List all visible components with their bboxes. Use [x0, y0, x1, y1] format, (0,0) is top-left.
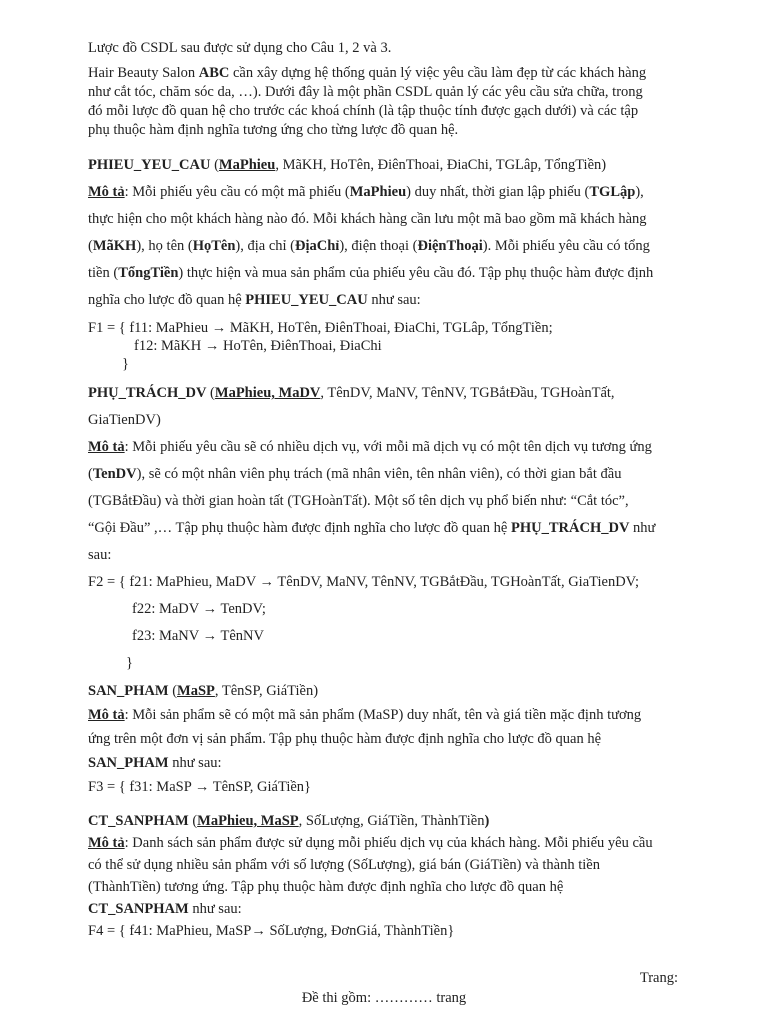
- fd-brace: }: [122, 356, 129, 372]
- description-line: [88, 179, 680, 206]
- schema-attributes: , MãKH, HoTên, ĐiênThoai, ĐiaChi, TGLâp, TổngTiền): [275, 157, 607, 173]
- description-bold: TổngTiền: [118, 265, 179, 281]
- description-line: (TGBắtĐầu) và thời gian hoàn tất (TGHoànTất). Một số tên dịch vụ phổ biến như: “Cắt tóc”,: [88, 493, 629, 509]
- description-line: (ThànhTiền) tương ứng. Tập phụ thuộc hàm được định nghĩa cho lược đồ quan hệ: [88, 879, 564, 895]
- description-bold: MaPhieu: [349, 184, 407, 200]
- fd-line: f23: MaNV → TênNV: [132, 628, 264, 644]
- schema-heading: [88, 380, 680, 407]
- schema-heading: [88, 152, 680, 179]
- schema-name: PHỤ_TRÁCH_DV: [88, 385, 207, 401]
- description-line: [88, 515, 680, 542]
- description-bold: ĐiệnThoại: [417, 238, 483, 254]
- intro-text: Lược đồ CSDL sau được sử dụng cho Câu 1, 2 và 3.: [88, 40, 392, 56]
- description-line: [88, 703, 680, 727]
- salon-line: đó mỗi lược đồ quan hệ cho trước các khoá chính (là tập thuộc tính được gạch dưới) và các tập: [88, 103, 639, 119]
- description-text: ), sẽ có một nhân viên phụ trách (mã nhân viên, tên nhân viên), có thời gian bắt đầu: [136, 466, 622, 482]
- fd-line: F1 = { f11: MaPhieu → MãKH, HoTên, ĐiênThoai, ĐiaChi, TGLâp, TổngTiền;: [88, 320, 553, 336]
- description-text: nghĩa cho lược đồ quan hệ: [88, 292, 246, 308]
- description-bold: TGLập: [589, 184, 636, 200]
- description-text: : Mỗi phiếu yêu cầu sẽ có nhiều dịch vụ, với mỗi mã dịch vụ có một tên dịch vụ tương ứng: [124, 439, 652, 455]
- salon-paragraph: [88, 64, 680, 140]
- schema-close: ): [484, 813, 490, 829]
- schema-text: (: [206, 385, 215, 401]
- description-text: như: [629, 520, 656, 536]
- description-bold: PHIEU_YEU_CAU: [245, 292, 368, 308]
- primary-key: MaSP: [177, 683, 215, 699]
- description-bold: ĐịaChỉ: [295, 238, 340, 254]
- schema-name: SAN_PHAM: [88, 683, 169, 699]
- fd-line: F2 = { f21: MaPhieu, MaDV → TênDV, MaNV, TênNV, TGBắtĐầu, TGHoànTất, GiaTienDV;: [88, 574, 640, 590]
- description-bold: TenDV: [92, 466, 137, 482]
- section-phu-trach-dv: [88, 380, 680, 677]
- description-text: “Gội Đầu” ,… Tập phụ thuộc hàm được định nghĩa cho lược đồ quan hệ: [88, 520, 511, 536]
- description-text: : Danh sách sản phẩm được sử dụng mỗi phiếu dịch vụ của khách hàng. Mỗi phiếu yêu cầu: [124, 835, 653, 851]
- description-text: : Mỗi phiếu yêu cầu có một mã phiếu (: [124, 184, 350, 200]
- description-text: như sau:: [168, 755, 222, 771]
- primary-key: MaPhieu, MaDV: [214, 385, 321, 401]
- salon-line: như cắt tóc, chăm sóc da, …). Dưới đây là một phần CSDL quản lý các yêu cầu sửa chữa, trong: [88, 84, 643, 100]
- description-text: (: [88, 238, 93, 254]
- description-bold: MãKH: [92, 238, 137, 254]
- description-line: [88, 751, 680, 775]
- description-line: có thể sử dụng nhiều sản phẩm với số lượng (SốLượng), giá bán (GiáTiền) và thành tiền: [88, 857, 600, 873]
- schema-name: CT_SANPHAM: [88, 813, 189, 829]
- description-text: tiền (: [88, 265, 119, 281]
- schema-heading: [88, 679, 680, 703]
- schema-name: PHIEU_YEU_CAU: [88, 157, 211, 173]
- description-text: ) duy nhất, thời gian lập phiếu (: [406, 184, 590, 200]
- description-text: như sau:: [188, 901, 242, 917]
- section-phieu-yeu-cau: [88, 152, 680, 314]
- description-text: : Mỗi sản phẩm sẽ có một mã sản phẩm (MaSP) duy nhất, tên và giá tiền mặc định tương: [124, 707, 642, 723]
- description-bold: SAN_PHAM: [88, 755, 169, 771]
- description-text: ). Mỗi phiếu yêu cầu có tổng: [482, 238, 650, 254]
- fd-line: f22: MaDV → TenDV;: [132, 601, 266, 617]
- description-label: Mô tả: [88, 439, 125, 455]
- footer-page-count: Đề thi gồm: ………… trang: [301, 990, 467, 1006]
- section-san-pham: [88, 679, 680, 799]
- document-page: [88, 38, 680, 942]
- schema-attributes: , TênSP, GiáTiền): [214, 683, 319, 699]
- description-line: [88, 898, 680, 920]
- fd-line: F4 = { f41: MaPhieu, MaSP→ SốLượng, ĐơnGiá, ThànhTiền}: [88, 923, 455, 939]
- description-line: thực hiện cho một khách hàng nào đó. Mỗi khách hàng cần lưu một mã bao gồm mã khách hàng: [88, 211, 647, 227]
- fd-set-f1: [88, 319, 680, 373]
- description-label: Mô tả: [88, 707, 125, 723]
- description-line: sau:: [88, 547, 112, 563]
- description-text: (: [88, 466, 93, 482]
- description-line: [88, 287, 680, 314]
- description-bold: PHỤ_TRÁCH_DV: [511, 520, 630, 536]
- description-line: [88, 461, 680, 488]
- schema-text: (: [168, 683, 178, 699]
- fd-line: F3 = { f31: MaSP → TênSP, GiáTiền}: [88, 779, 311, 795]
- description-line: [88, 434, 680, 461]
- description-label: Mô tả: [88, 184, 125, 200]
- description-text: ), điện thoại (: [339, 238, 418, 254]
- description-text: ), địa chỉ (: [235, 238, 296, 254]
- description-bold: CT_SANPHAM: [88, 901, 189, 917]
- primary-key: MaPhieu: [218, 157, 276, 173]
- description-label: Mô tả: [88, 835, 125, 851]
- description-text: ),: [635, 184, 644, 200]
- description-text: như sau:: [367, 292, 421, 308]
- description-line: [88, 832, 680, 854]
- footer-page-label: Trang:: [639, 970, 678, 986]
- salon-line: phụ thuộc hàm định nghĩa tương ứng cho từng lược đồ quan hệ.: [88, 122, 459, 138]
- primary-key: MaPhieu, MaSP: [197, 813, 299, 829]
- description-line: [88, 233, 680, 260]
- description-line: ứng trên một đơn vị sản phẩm. Tập phụ thuộc hàm được định nghĩa cho lược đồ quan hệ: [88, 731, 602, 747]
- schema-attributes-cont: GiaTienDV): [88, 412, 161, 428]
- schema-attributes: , SốLượng, GiáTiền, ThànhTiền: [298, 813, 485, 829]
- salon-name: ABC: [198, 65, 230, 81]
- fd-brace: }: [126, 655, 133, 671]
- section-ct-sanpham: [88, 810, 680, 942]
- fd-line: f12: MãKH → HoTên, ĐiênThoai, ĐiaChi: [134, 338, 382, 354]
- salon-text: Hair Beauty Salon: [88, 65, 199, 81]
- schema-text: (: [188, 813, 198, 829]
- schema-heading: [88, 810, 680, 832]
- salon-text: cần xây dựng hệ thống quản lý việc yêu cầu làm đẹp từ các khách hàng: [229, 65, 647, 81]
- description-text: ), họ tên (: [136, 238, 193, 254]
- schema-text: (: [210, 157, 219, 173]
- description-line: [88, 260, 680, 287]
- description-text: ) thực hiện và mua sản phẩm của phiếu yêu cầu đó. Tập phụ thuộc hàm được định: [178, 265, 654, 281]
- description-bold: HọTên: [192, 238, 236, 254]
- schema-attributes: , TênDV, MaNV, TênNV, TGBắtĐầu, TGHoànTất,: [320, 385, 615, 401]
